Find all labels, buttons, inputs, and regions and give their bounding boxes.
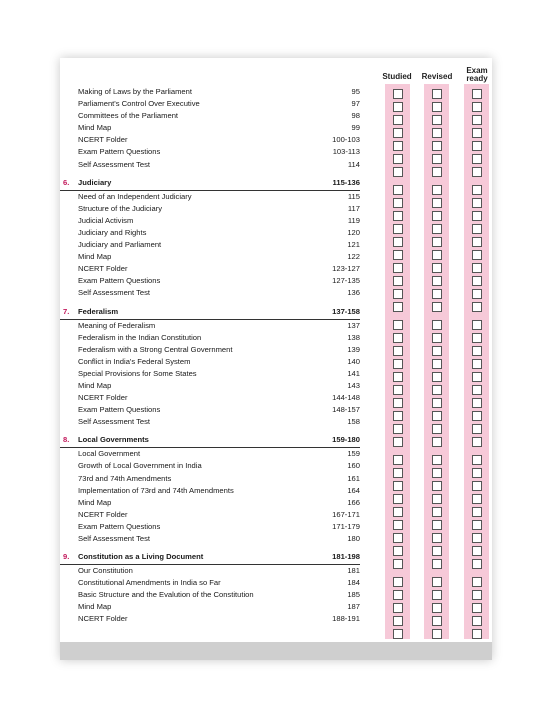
studied-checkboxes <box>385 86 410 652</box>
topic-title: Mind Map <box>78 123 112 133</box>
page-number: 144-148 <box>332 393 360 403</box>
chapter-title: Constitution as a Living Document <box>78 552 204 562</box>
revised-checkbox[interactable] <box>432 437 442 447</box>
topic-row <box>60 416 360 428</box>
page-number: 188-191 <box>332 614 360 624</box>
revised-checkbox[interactable] <box>432 320 442 330</box>
page-number: 97 <box>351 99 360 109</box>
topic-title: Parliament's Control Over Executive <box>78 99 200 109</box>
revised-checkbox[interactable] <box>432 468 442 478</box>
exam-ready-checkboxes <box>464 86 489 652</box>
studied-checkbox[interactable] <box>393 372 403 382</box>
topic-title: NCERT Folder <box>78 264 128 274</box>
topic-title: Conflict in India's Federal System <box>78 356 191 366</box>
studied-checkbox[interactable] <box>393 250 403 260</box>
page-number: 159-180 <box>332 435 360 445</box>
studied-checkbox[interactable] <box>393 224 403 234</box>
studied-checkbox[interactable] <box>393 411 403 421</box>
revised-checkbox[interactable] <box>432 424 442 434</box>
page-number: 121 <box>347 240 360 250</box>
studied-checkbox[interactable] <box>393 494 403 504</box>
studied-checkbox[interactable] <box>393 154 403 164</box>
topic-title: Growth of Local Government in India <box>78 461 202 471</box>
topic-title: NCERT Folder <box>78 509 128 519</box>
exam-ready-checkbox[interactable] <box>472 385 482 395</box>
revised-checkbox[interactable] <box>432 276 442 286</box>
topic-title: Making of Laws by the Parliament <box>78 87 192 96</box>
topic-row <box>60 344 360 356</box>
page-number: 138 <box>347 332 360 342</box>
exam-ready-checkbox[interactable] <box>472 154 482 164</box>
revised-checkbox[interactable] <box>432 398 442 408</box>
exam-ready-checkbox[interactable] <box>472 141 482 151</box>
revised-checkbox[interactable] <box>432 289 442 299</box>
topic-title: Exam Pattern Questions <box>78 521 161 531</box>
studied-checkbox[interactable] <box>393 546 403 556</box>
studied-checkbox[interactable] <box>393 320 403 330</box>
topic-title: Self Assessment Test <box>78 534 151 543</box>
topic-row <box>60 203 360 215</box>
topic-row <box>60 239 360 251</box>
topic-row <box>60 533 360 545</box>
exam-ready-checkbox[interactable] <box>472 102 482 112</box>
document-page <box>60 58 492 660</box>
revised-checkbox[interactable] <box>432 302 442 312</box>
topic-title: Self Assessment Test <box>78 288 151 298</box>
topic-title: Mind Map <box>78 602 112 612</box>
exam-ready-checkbox[interactable] <box>472 507 482 517</box>
revised-checkbox[interactable] <box>432 577 442 587</box>
topic-row <box>60 577 360 589</box>
topic-row <box>60 565 360 577</box>
studied-checkbox[interactable] <box>393 89 403 99</box>
topic-row <box>60 473 360 485</box>
revised-checkbox[interactable] <box>432 263 442 273</box>
topic-title: Federalism in the Indian Constitution <box>78 332 202 342</box>
studied-checkbox[interactable] <box>393 455 403 465</box>
topic-title: Judiciary and Rights <box>78 227 147 237</box>
studied-checkbox[interactable] <box>393 520 403 530</box>
topic-row <box>60 485 360 497</box>
studied-checkbox[interactable] <box>393 507 403 517</box>
topic-title: NCERT Folder <box>78 614 128 624</box>
page-number: 180 <box>347 534 360 543</box>
topic-row <box>60 110 360 122</box>
revised-checkbox[interactable] <box>432 333 442 343</box>
topic-title: NCERT Folder <box>78 135 128 145</box>
exam-ready-checkbox[interactable] <box>472 346 482 356</box>
studied-checkbox[interactable] <box>393 385 403 395</box>
topic-title: Mind Map <box>78 380 112 390</box>
topic-title: Special Provisions for Some States <box>78 368 197 378</box>
revised-checkbox[interactable] <box>432 89 442 99</box>
topic-row <box>60 275 360 287</box>
revised-checkbox[interactable] <box>432 507 442 517</box>
exam-ready-checkbox[interactable] <box>472 533 482 543</box>
revised-checkbox[interactable] <box>432 411 442 421</box>
revised-checkbox[interactable] <box>432 559 442 569</box>
page-number: 158 <box>347 417 360 427</box>
revised-checkbox[interactable] <box>432 128 442 138</box>
studied-checkbox[interactable] <box>393 481 403 491</box>
topic-title: 73rd and 74th Amendments <box>78 473 172 483</box>
topic-title: Judiciary and Parliament <box>78 240 162 250</box>
revised-checkbox[interactable] <box>432 115 442 125</box>
revised-checkbox[interactable] <box>432 481 442 491</box>
topic-title: Our Constitution <box>78 566 133 576</box>
studied-checkbox[interactable] <box>393 237 403 247</box>
page-number: 160 <box>347 461 360 471</box>
topic-row <box>60 227 360 239</box>
page-number: 137-158 <box>332 306 360 316</box>
studied-checkbox[interactable] <box>393 359 403 369</box>
topic-title: Implementation of 73rd and 74th Amendments <box>78 485 234 495</box>
revised-checkbox[interactable] <box>432 237 442 247</box>
studied-checkbox[interactable] <box>393 263 403 273</box>
revised-checkbox[interactable] <box>432 455 442 465</box>
page-number: 136 <box>347 288 360 298</box>
studied-checkbox[interactable] <box>393 128 403 138</box>
chapter-row <box>60 433 360 448</box>
exam-ready-header <box>460 67 494 83</box>
topic-row <box>60 215 360 227</box>
page-number: 161 <box>347 473 360 483</box>
studied-checkbox[interactable] <box>393 398 403 408</box>
studied-checkbox[interactable] <box>393 185 403 195</box>
revised-checkbox[interactable] <box>432 154 442 164</box>
page-number: 127-135 <box>332 276 360 286</box>
studied-checkbox[interactable] <box>393 424 403 434</box>
topic-row <box>60 404 360 416</box>
exam-ready-checkbox[interactable] <box>472 250 482 260</box>
page-number: 181 <box>347 566 360 576</box>
topic-row <box>60 613 360 625</box>
exam-ready-checkbox[interactable] <box>472 546 482 556</box>
studied-checkbox[interactable] <box>393 468 403 478</box>
exam-ready-checkbox[interactable] <box>472 302 482 312</box>
studied-checkbox[interactable] <box>393 102 403 112</box>
topic-title: Judicial Activism <box>78 215 134 225</box>
page-number: 141 <box>347 368 360 378</box>
studied-checkbox[interactable] <box>393 577 403 587</box>
exam-ready-checkbox[interactable] <box>472 237 482 247</box>
topic-title: Federalism with a Strong Central Government <box>78 344 233 354</box>
topic-row <box>60 191 360 203</box>
topic-row <box>60 86 360 98</box>
topic-title: Meaning of Federalism <box>78 320 156 330</box>
page-number: 184 <box>347 578 360 588</box>
topic-title: Mind Map <box>78 252 112 262</box>
exam-ready-checkbox[interactable] <box>472 359 482 369</box>
exam-ready-checkbox[interactable] <box>472 167 482 177</box>
chapter-number: 9. <box>63 552 70 562</box>
exam-ready-checkbox[interactable] <box>472 276 482 286</box>
exam-ready-checkbox[interactable] <box>472 185 482 195</box>
exam-ready-checkbox[interactable] <box>472 289 482 299</box>
exam-ready-header-line2: ready <box>466 74 488 83</box>
exam-ready-checkbox[interactable] <box>472 494 482 504</box>
exam-ready-checkbox[interactable] <box>472 411 482 421</box>
topic-title: Structure of the Judiciary <box>78 203 162 213</box>
revised-checkbox[interactable] <box>432 167 442 177</box>
exam-ready-checkbox[interactable] <box>472 224 482 234</box>
exam-ready-checkbox[interactable] <box>472 520 482 530</box>
chapter-title: Local Governments <box>78 435 149 445</box>
exam-ready-checkbox[interactable] <box>472 320 482 330</box>
exam-ready-checkbox[interactable] <box>472 398 482 408</box>
revised-checkbox[interactable] <box>432 494 442 504</box>
topic-title: Exam Pattern Questions <box>78 147 161 157</box>
exam-ready-checkbox[interactable] <box>472 616 482 626</box>
studied-checkbox[interactable] <box>393 346 403 356</box>
revised-checkbox[interactable] <box>432 224 442 234</box>
revised-checkboxes <box>424 86 449 652</box>
studied-checkbox[interactable] <box>393 533 403 543</box>
topic-row <box>60 448 360 460</box>
studied-checkbox[interactable] <box>393 198 403 208</box>
revised-checkbox[interactable] <box>432 629 442 639</box>
topic-row <box>60 509 360 521</box>
studied-checkbox[interactable] <box>393 616 403 626</box>
exam-ready-header-line1: Exam <box>466 66 488 75</box>
exam-ready-checkbox[interactable] <box>472 128 482 138</box>
page-number: 139 <box>347 344 360 354</box>
page-number: 159 <box>347 449 360 459</box>
page-number: 164 <box>347 485 360 495</box>
exam-ready-checkbox[interactable] <box>472 263 482 273</box>
exam-ready-checkbox[interactable] <box>472 455 482 465</box>
exam-ready-checkbox[interactable] <box>472 372 482 382</box>
page-number: 123-127 <box>332 264 360 274</box>
page-number: 187 <box>347 602 360 612</box>
page-number: 137 <box>347 320 360 330</box>
exam-ready-checkbox[interactable] <box>472 333 482 343</box>
studied-checkbox[interactable] <box>393 603 403 613</box>
revised-checkbox[interactable] <box>432 385 442 395</box>
exam-ready-checkbox[interactable] <box>472 468 482 478</box>
revised-checkbox[interactable] <box>432 185 442 195</box>
chapter-title: Federalism <box>78 306 119 316</box>
topic-row <box>60 497 360 509</box>
studied-checkbox[interactable] <box>393 276 403 286</box>
page-number: 167-171 <box>332 509 360 519</box>
topic-row <box>60 122 360 134</box>
topic-title: Need of an Independent Judiciary <box>78 191 192 201</box>
exam-ready-checkbox[interactable] <box>472 424 482 434</box>
topic-row <box>60 287 360 299</box>
studied-checkbox[interactable] <box>393 333 403 343</box>
page-bottom-band <box>60 642 492 660</box>
topic-title: Basic Structure and the Evalution of the Constitution <box>78 590 254 600</box>
page-number: 185 <box>347 590 360 600</box>
chapter-number: 8. <box>63 435 70 445</box>
topic-row <box>60 356 360 368</box>
studied-checkbox[interactable] <box>393 167 403 177</box>
topic-row <box>60 263 360 275</box>
table-of-contents <box>60 86 360 626</box>
studied-checkbox[interactable] <box>393 559 403 569</box>
revised-checkbox[interactable] <box>432 533 442 543</box>
revised-header: Revised <box>421 72 453 81</box>
topic-row <box>60 320 360 332</box>
studied-checkbox[interactable] <box>393 211 403 221</box>
topic-row <box>60 392 360 404</box>
revised-checkbox[interactable] <box>432 372 442 382</box>
topic-row <box>60 460 360 472</box>
topic-title: Self Assessment Test <box>78 159 151 169</box>
revised-checkbox[interactable] <box>432 546 442 556</box>
exam-ready-checkbox[interactable] <box>472 590 482 600</box>
revised-checkbox[interactable] <box>432 211 442 221</box>
page-number: 119 <box>347 215 360 225</box>
revised-checkbox[interactable] <box>432 359 442 369</box>
chapter-row <box>60 176 360 191</box>
page-number: 114 <box>347 159 360 169</box>
page-number: 100-103 <box>332 135 360 145</box>
page-number: 171-179 <box>332 521 360 531</box>
page-number: 122 <box>347 252 360 262</box>
page-number: 143 <box>347 380 360 390</box>
chapter-row <box>60 305 360 320</box>
studied-header: Studied <box>382 72 412 81</box>
revised-checkbox[interactable] <box>432 102 442 112</box>
topic-title: NCERT Folder <box>78 393 128 403</box>
topic-title: Exam Pattern Questions <box>78 276 161 286</box>
studied-checkbox[interactable] <box>393 629 403 639</box>
topic-row <box>60 521 360 533</box>
page-number: 148-157 <box>332 405 360 415</box>
topic-title: Local Government <box>78 449 141 459</box>
topic-title: Committees of the Parliament <box>78 111 179 121</box>
exam-ready-checkbox[interactable] <box>472 559 482 569</box>
chapter-title: Judiciary <box>78 177 112 187</box>
topic-row <box>60 601 360 613</box>
topic-title: Mind Map <box>78 497 112 507</box>
studied-checkbox[interactable] <box>393 437 403 447</box>
exam-ready-checkbox[interactable] <box>472 603 482 613</box>
page-number: 120 <box>347 227 360 237</box>
chapter-number: 7. <box>63 306 70 316</box>
exam-ready-checkbox[interactable] <box>472 577 482 587</box>
topic-row <box>60 380 360 392</box>
exam-ready-checkbox[interactable] <box>472 629 482 639</box>
exam-ready-checkbox[interactable] <box>472 481 482 491</box>
topic-row <box>60 146 360 158</box>
topic-row <box>60 98 360 110</box>
revised-checkbox[interactable] <box>432 590 442 600</box>
page-number: 95 <box>351 87 360 96</box>
studied-checkbox[interactable] <box>393 302 403 312</box>
topic-row <box>60 159 360 171</box>
page-number: 115 <box>347 191 360 201</box>
page-number: 140 <box>347 356 360 366</box>
page-number: 103-113 <box>332 147 360 157</box>
topic-row <box>60 589 360 601</box>
page-number: 117 <box>347 203 360 213</box>
topic-row <box>60 134 360 146</box>
page-number: 98 <box>351 111 360 121</box>
revised-checkbox[interactable] <box>432 198 442 208</box>
exam-ready-checkbox[interactable] <box>472 198 482 208</box>
exam-ready-checkbox[interactable] <box>472 211 482 221</box>
revised-checkbox[interactable] <box>432 141 442 151</box>
studied-checkbox[interactable] <box>393 289 403 299</box>
revised-checkbox[interactable] <box>432 603 442 613</box>
chapter-row <box>60 550 360 565</box>
topic-title: Constitutional Amendments in India so Far <box>78 578 221 588</box>
topic-title: Exam Pattern Questions <box>78 405 161 415</box>
revised-checkbox[interactable] <box>432 520 442 530</box>
exam-ready-checkbox[interactable] <box>472 437 482 447</box>
page-number: 115-136 <box>332 177 360 187</box>
topic-row <box>60 368 360 380</box>
topic-title: Self Assessment Test <box>78 417 151 427</box>
chapter-number: 6. <box>63 177 70 187</box>
revised-checkbox[interactable] <box>432 616 442 626</box>
exam-ready-checkbox[interactable] <box>472 115 482 125</box>
page-number: 166 <box>347 497 360 507</box>
studied-checkbox[interactable] <box>393 590 403 600</box>
studied-checkbox[interactable] <box>393 141 403 151</box>
page-number: 181-198 <box>332 552 360 562</box>
topic-row <box>60 332 360 344</box>
topic-row <box>60 251 360 263</box>
studied-checkbox[interactable] <box>393 115 403 125</box>
exam-ready-checkbox[interactable] <box>472 89 482 99</box>
page-number: 99 <box>351 123 360 133</box>
revised-checkbox[interactable] <box>432 250 442 260</box>
revised-checkbox[interactable] <box>432 346 442 356</box>
